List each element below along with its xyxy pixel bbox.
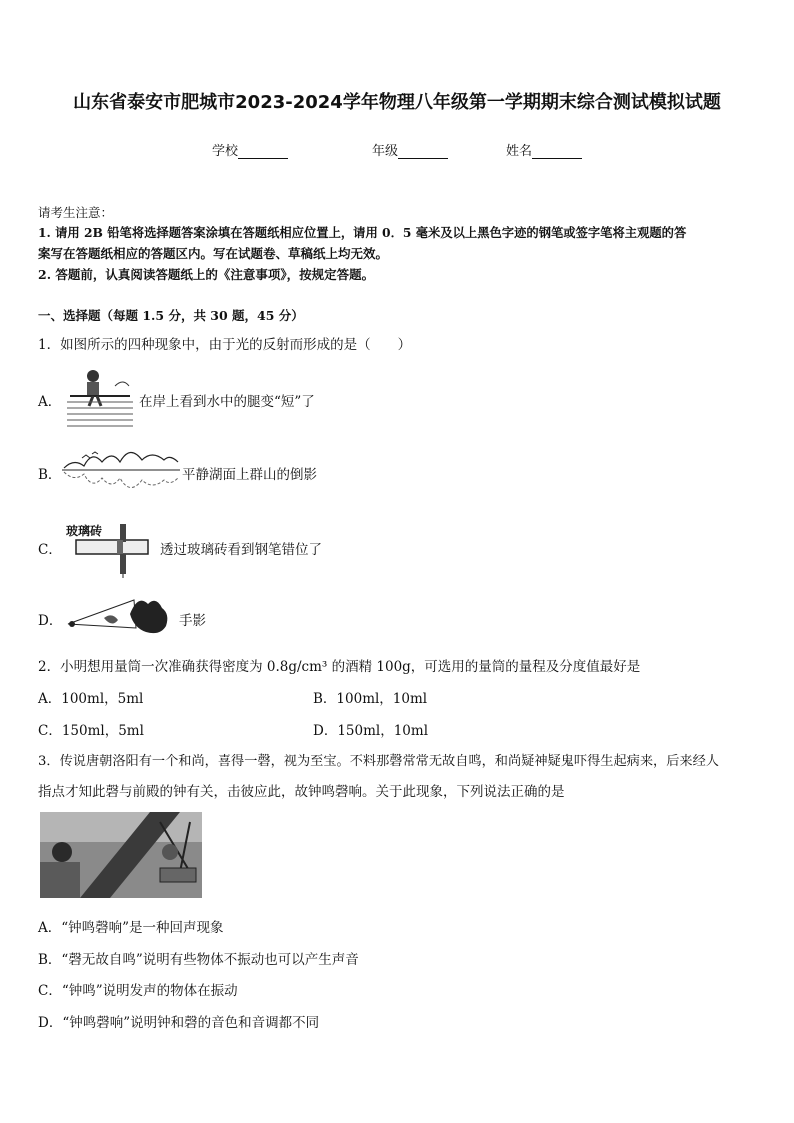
name-field	[506, 140, 582, 159]
name-blank	[532, 146, 582, 159]
grade-label: 年级	[372, 144, 399, 159]
q1-option-b-text: 平静湖面上群山的倒影	[182, 467, 317, 483]
question-3-stem-line-1: 3．传说唐朝洛阳有一个和尚，喜得一磬，视为至宝。不料那磬常常无故自鸣，和尚疑神疑鬼吓得生起病来，后来经人	[38, 754, 719, 769]
q1-option-a-text: 在岸上看到水中的腿变“短”了	[139, 394, 315, 410]
school-field	[212, 140, 288, 159]
q1-option-a-image	[65, 366, 135, 428]
school-blank	[238, 146, 288, 159]
name-label: 姓名	[506, 144, 533, 159]
q2-option-c: C．150ml，5ml	[38, 723, 144, 739]
q3-option-d: D．“钟鸣磬响”说明钟和磬的音色和音调都不同	[38, 1015, 320, 1031]
q1-option-d-image	[64, 594, 176, 636]
q3-image	[40, 812, 202, 898]
q1-option-b-image	[62, 446, 180, 494]
notice-line-1b: 案写在答题纸相应的答题区内。写在试题卷、草稿纸上均无效。	[38, 246, 389, 261]
grade-field	[372, 140, 448, 159]
q1-option-d-label: D．	[38, 613, 63, 629]
grade-blank	[398, 146, 448, 159]
notice-line-1a: 1. 请用 2B 铅笔将选择题答案涂填在答题纸相应位置上，请用 0．5 毫米及以上黑色字迹的钢笔或签字笔将主观题的答	[38, 225, 687, 240]
school-label: 学校	[212, 144, 239, 159]
q2-option-b: B．100ml，10ml	[313, 691, 428, 707]
glass-brick-caption: 玻璃砖	[66, 524, 103, 538]
notice-heading: 请考生注意：	[38, 205, 114, 220]
q2-option-a: A．100ml，5ml	[38, 691, 144, 707]
section-heading: 一、选择题（每题 1.5 分，共 30 题，45 分）	[38, 308, 304, 323]
question-1-stem: 1．如图所示的四种现象中，由于光的反射而形成的是（ ）	[38, 337, 412, 353]
q1-option-d-text: 手影	[179, 613, 206, 629]
q3-option-c: C．“钟鸣”说明发声的物体在振动	[38, 983, 238, 999]
q1-option-c-text: 透过玻璃砖看到钢笔错位了	[160, 542, 322, 558]
question-2-stem: 2．小明想用量筒一次准确获得密度为 0.8g/cm³ 的酒精 100g，可选用的量筒的量程及分度值最好是	[38, 659, 641, 675]
question-3-stem-line-2: 指点才知此磬与前殿的钟有关，击彼应此，故钟鸣磬响。关于此现象，下列说法正确的是	[38, 784, 565, 800]
q1-option-b-label: B．	[38, 467, 62, 483]
q1-option-c-label: C．	[38, 542, 62, 558]
q1-option-c-image	[66, 522, 156, 578]
q3-option-a: A．“钟鸣磬响”是一种回声现象	[38, 920, 224, 936]
notice-line-2: 2. 答题前，认真阅读答题纸上的《注意事项》，按规定答题。	[38, 267, 375, 282]
page-title: 山东省泰安市肥城市2023-2024学年物理八年级第一学期期末综合测试模拟试题	[73, 92, 721, 113]
q1-option-a-label: A．	[38, 394, 62, 410]
q3-option-b: B．“磬无故自鸣”说明有些物体不振动也可以产生声音	[38, 952, 359, 968]
q2-option-d: D．150ml，10ml	[313, 723, 429, 739]
